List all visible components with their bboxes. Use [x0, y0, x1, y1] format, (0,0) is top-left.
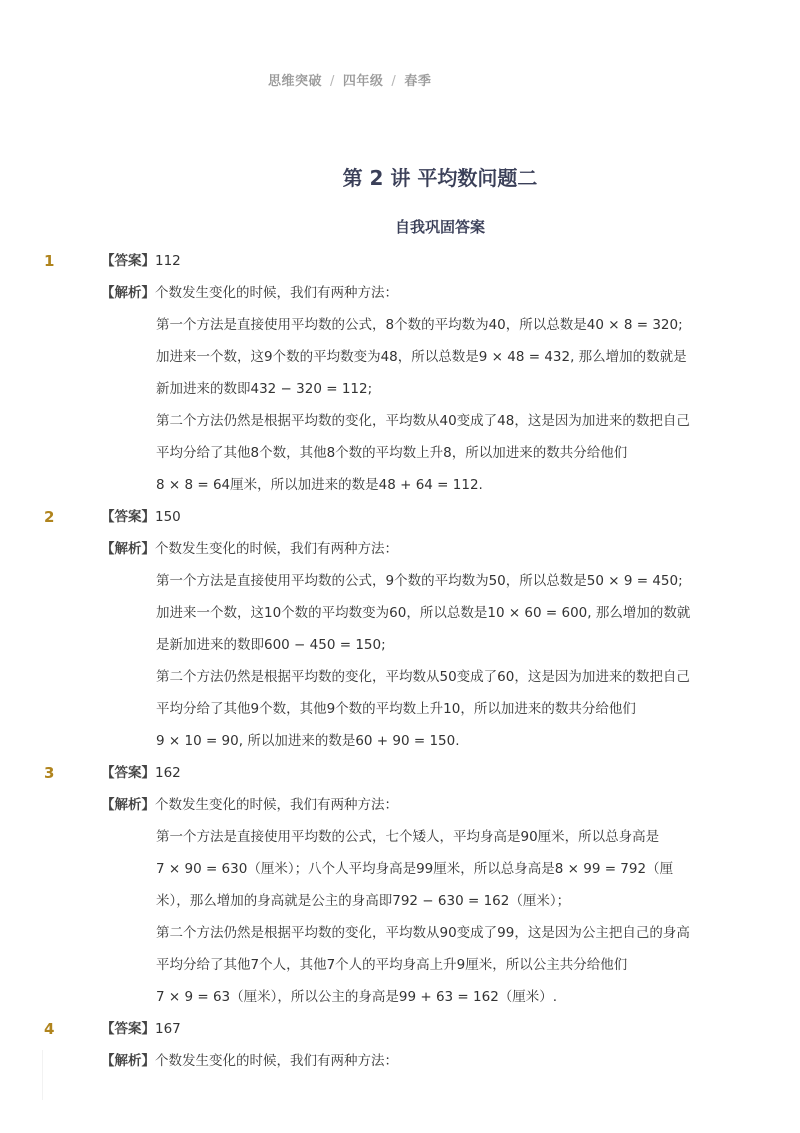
analysis-line [0, 536, 800, 568]
problem-number: 1 [44, 252, 55, 270]
problem-number: 3 [44, 764, 55, 782]
answer-line [0, 760, 800, 792]
analysis-intro: 个数发生变化的时候，我们有两种方法： [155, 797, 398, 813]
analysis-text: 是新加进来的数即600 − 450 = 150; [156, 637, 386, 653]
analysis-text: 7 × 90 = 630（厘米）；八个人平均身高是99厘米，所以总身高是8 × 99 = 792（厘 [156, 861, 674, 877]
analysis-text: 新加进来的数即432 − 320 = 112; [156, 381, 373, 397]
analysis-intro: 个数发生变化的时候，我们有两种方法： [155, 541, 398, 557]
breadcrumb-item: 春季 [404, 74, 432, 89]
analysis-text: 加进来一个数，这10个数的平均数变为60，所以总数是10 × 60 = 600, 那么增加的数就 [156, 605, 691, 621]
answer-tag: 【答案】 [101, 1021, 155, 1037]
problem-number: 2 [44, 508, 55, 526]
answer-value: 112 [155, 253, 181, 269]
problem-1 [0, 248, 800, 504]
analysis-line [0, 1048, 800, 1080]
breadcrumb-separator: / [330, 74, 335, 89]
analysis-line [0, 280, 800, 312]
answer-value: 150 [155, 509, 181, 525]
answer-tag: 【答案】 [101, 509, 155, 525]
analysis-text: 第二个方法仍然是根据平均数的变化，平均数从50变成了60，这是因为加进来的数把自己 [156, 669, 690, 685]
analysis-text: 第一个方法是直接使用平均数的公式，8个数的平均数为40，所以总数是40 × 8 = 320; [156, 317, 683, 333]
analysis-text: 第一个方法是直接使用平均数的公式，七个矮人，平均身高是90厘米，所以总身高是 [156, 829, 660, 845]
answer-tag: 【答案】 [101, 253, 155, 269]
problem-number: 4 [44, 1020, 55, 1038]
analysis-intro: 个数发生变化的时候，我们有两种方法： [155, 1053, 398, 1069]
margin-rule [42, 1050, 43, 1100]
analysis-text: 平均分给了其他9个数，其他9个数的平均数上升10，所以加进来的数共分给他们 [156, 701, 636, 717]
analysis-text: 加进来一个数，这9个数的平均数变为48，所以总数是9 × 48 = 432, 那么增加的数就是 [156, 349, 687, 365]
breadcrumb-header [268, 70, 431, 89]
breadcrumb-item: 思维突破 [268, 74, 323, 89]
analysis-text: 平均分给了其他7个人，其他7个人的平均身高上升9厘米，所以公主共分给他们 [156, 957, 628, 973]
analysis-intro: 个数发生变化的时候，我们有两种方法： [155, 285, 398, 301]
analysis-text: 7 × 9 = 63（厘米），所以公主的身高是99 + 63 = 162（厘米）. [156, 989, 558, 1005]
analysis-tag: 【解析】 [101, 541, 155, 557]
answer-line [0, 248, 800, 280]
analysis-text: 米），那么增加的身高就是公主的身高即792 − 630 = 162（厘米）； [156, 893, 571, 909]
analysis-tag: 【解析】 [101, 797, 155, 813]
analysis-text: 第二个方法仍然是根据平均数的变化，平均数从90变成了99，这是因为公主把自己的身高 [156, 925, 690, 941]
problem-3 [0, 760, 800, 1016]
answer-line [0, 504, 800, 536]
problem-4 [0, 1016, 800, 1080]
problem-2 [0, 504, 800, 760]
answer-line [0, 1016, 800, 1048]
analysis-tag: 【解析】 [101, 1053, 155, 1069]
analysis-line [0, 792, 800, 824]
analysis-text: 第二个方法仍然是根据平均数的变化，平均数从40变成了48，这是因为加进来的数把自己 [156, 413, 690, 429]
analysis-text: 8 × 8 = 64厘米，所以加进来的数是48 + 64 = 112. [156, 477, 483, 493]
analysis-text: 9 × 10 = 90, 所以加进来的数是60 + 90 = 150. [156, 733, 460, 749]
answers-content [0, 248, 800, 1080]
breadcrumb-item: 四年级 [342, 74, 384, 89]
answer-tag: 【答案】 [101, 765, 155, 781]
answer-value: 167 [155, 1021, 181, 1037]
analysis-text: 第一个方法是直接使用平均数的公式，9个数的平均数为50，所以总数是50 × 9 = 450; [156, 573, 683, 589]
breadcrumb-separator: / [391, 74, 397, 89]
answer-value: 162 [155, 765, 181, 781]
section-subtitle: 自我巩固答案 [394, 218, 485, 236]
analysis-text: 平均分给了其他8个数，其他8个数的平均数上升8，所以加进来的数共分给他们 [156, 445, 628, 461]
analysis-tag: 【解析】 [101, 285, 155, 301]
lecture-title: 第 2 讲 平均数问题二 [342, 166, 538, 190]
